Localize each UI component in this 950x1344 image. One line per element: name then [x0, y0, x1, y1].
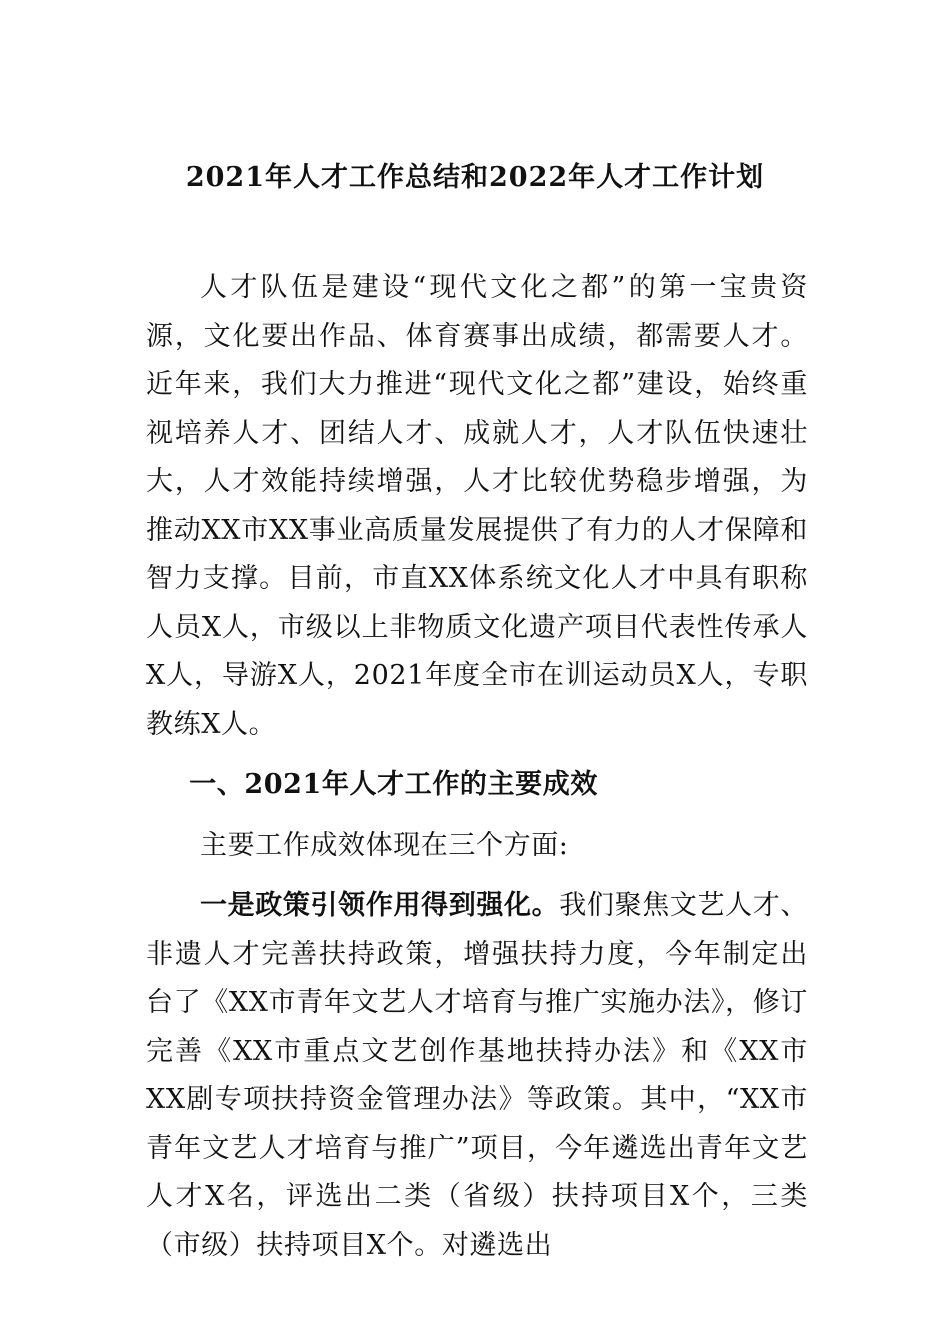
point-body-text: 我们聚焦文艺人才、非遗人才完善扶持政策，增强扶持力度，今年制定出台了《XX市青年文艺人才培育与推广实施办法》，修订完善《XX市重点文艺创作基地扶持办法》和《XX市XX剧专项扶持资金管理办法》等政策。其中，“XX市青年文艺人才培育与推广”项目，今年遴选出青年文艺人才X名，评选出二类（省级）扶持项目X个，三类（市级）扶持项目X个。对遴选出	[146, 890, 808, 1261]
section-heading-achievements: 一、2021年人才工作的主要成效	[189, 769, 598, 800]
point-paragraph-policy	[146, 882, 808, 1270]
point-lead-sentence: 一是政策引领作用得到强化。	[200, 890, 560, 921]
intro-paragraph: 人才队伍是建设“现代文化之都”的第一宝贵资源，文化要出作品、体育赛事出成绩，都需要人才。近年来，我们大力推进“现代文化之都”建设，始终重视培养人才、团结人才、成就人才，人才队伍快速壮大，人才效能持续增强，人才比较优势稳步增强，为推动XX市XX事业高质量发展提供了有力的人才保障和智力支撑。目前，市直XX体系统文化人才中具有职称人员X人，市级以上非物质文化遗产项目代表性传承人X人，导游X人，2021年度全市在训运动员X人，专职教练X人。	[146, 272, 808, 740]
section-summary-paragraph: 主要工作成效体现在三个方面:	[200, 829, 569, 861]
document-title: 2021年人才工作总结和2022年人才工作计划	[185, 162, 765, 193]
document-body	[146, 264, 808, 1270]
